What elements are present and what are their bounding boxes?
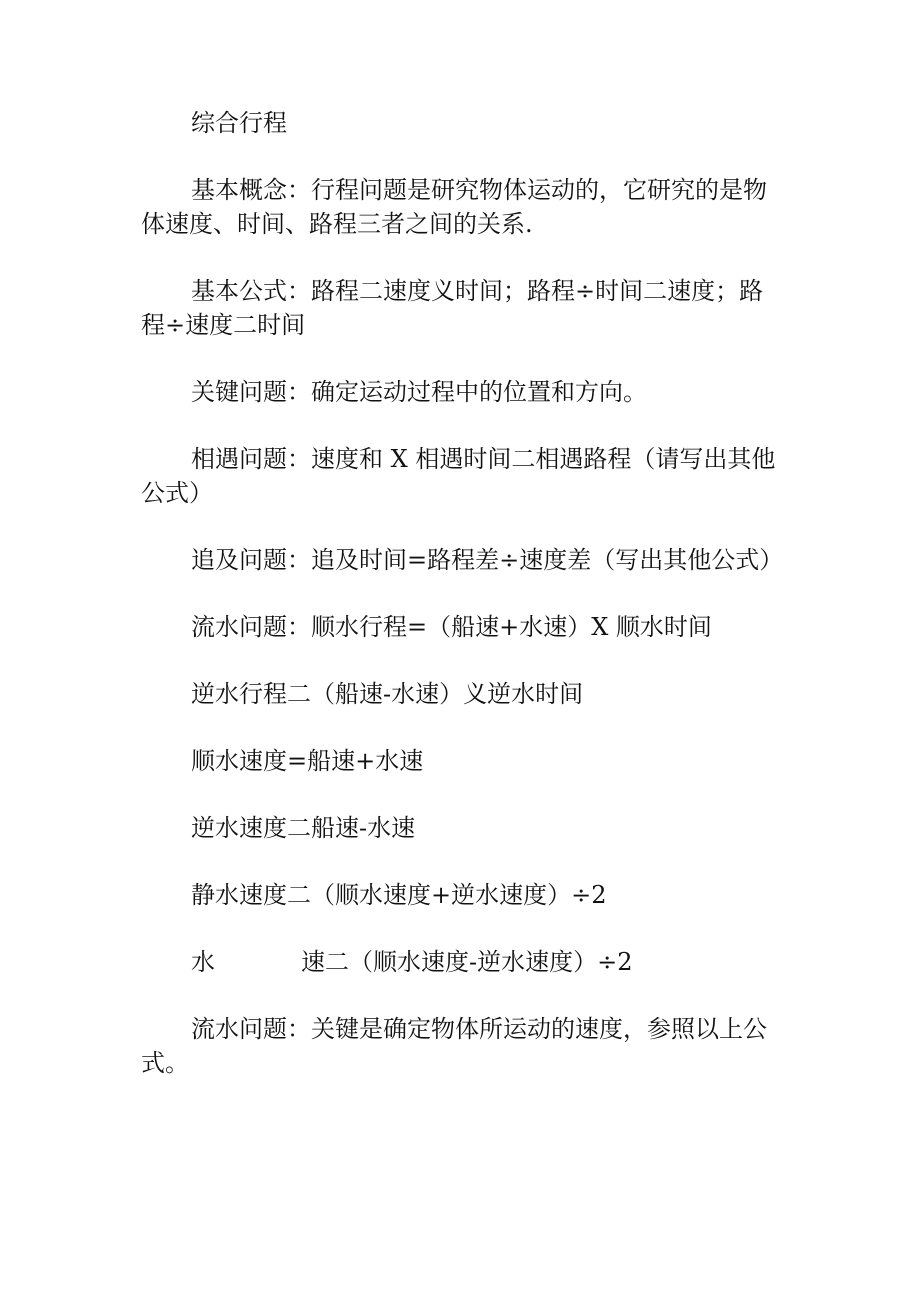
water-speed-left: 水 (191, 948, 215, 976)
paragraph-water-speed (141, 945, 781, 979)
document-title: 综合行程 (191, 109, 287, 137)
water-speed-right: 速二（顺水速度-逆水速度）÷2 (301, 948, 633, 976)
paragraph-upstream-distance: 逆水行程二（船速-水速）义逆水时间 (191, 680, 584, 708)
paragraph-upstream-speed: 逆水速度二船速-水速 (191, 814, 416, 842)
paragraph-key-question: 关键问题：确定运动过程中的位置和方向。 (191, 378, 647, 406)
paragraph-flow-key: 流水问题：关键是确定物体所运动的速度，参照以上公式。 (141, 1015, 767, 1077)
paragraph-downstream-speed: 顺水速度=船速+水速 (191, 747, 424, 775)
paragraph-chase-problem: 追及问题：追及时间=路程差÷速度差（写出其他公式） (191, 546, 784, 574)
paragraph-flow-downstream-distance: 流水问题：顺水行程=（船速+水速）X 顺水时间 (191, 613, 712, 641)
paragraph-basic-concept: 基本概念：行程问题是研究物体运动的，它研究的是物体速度、时间、路程三者之间的关系. (141, 176, 767, 238)
paragraph-still-water-speed: 静水速度二（顺水速度+逆水速度）÷2 (191, 881, 607, 909)
paragraph-basic-formula: 基本公式：路程二速度义时间；路程÷时间二速度；路程÷速度二时间 (141, 277, 764, 339)
paragraph-meeting-problem: 相遇问题：速度和 X 相遇时间二相遇路程（请写出其他公式） (141, 445, 776, 507)
document-body (141, 106, 784, 1113)
